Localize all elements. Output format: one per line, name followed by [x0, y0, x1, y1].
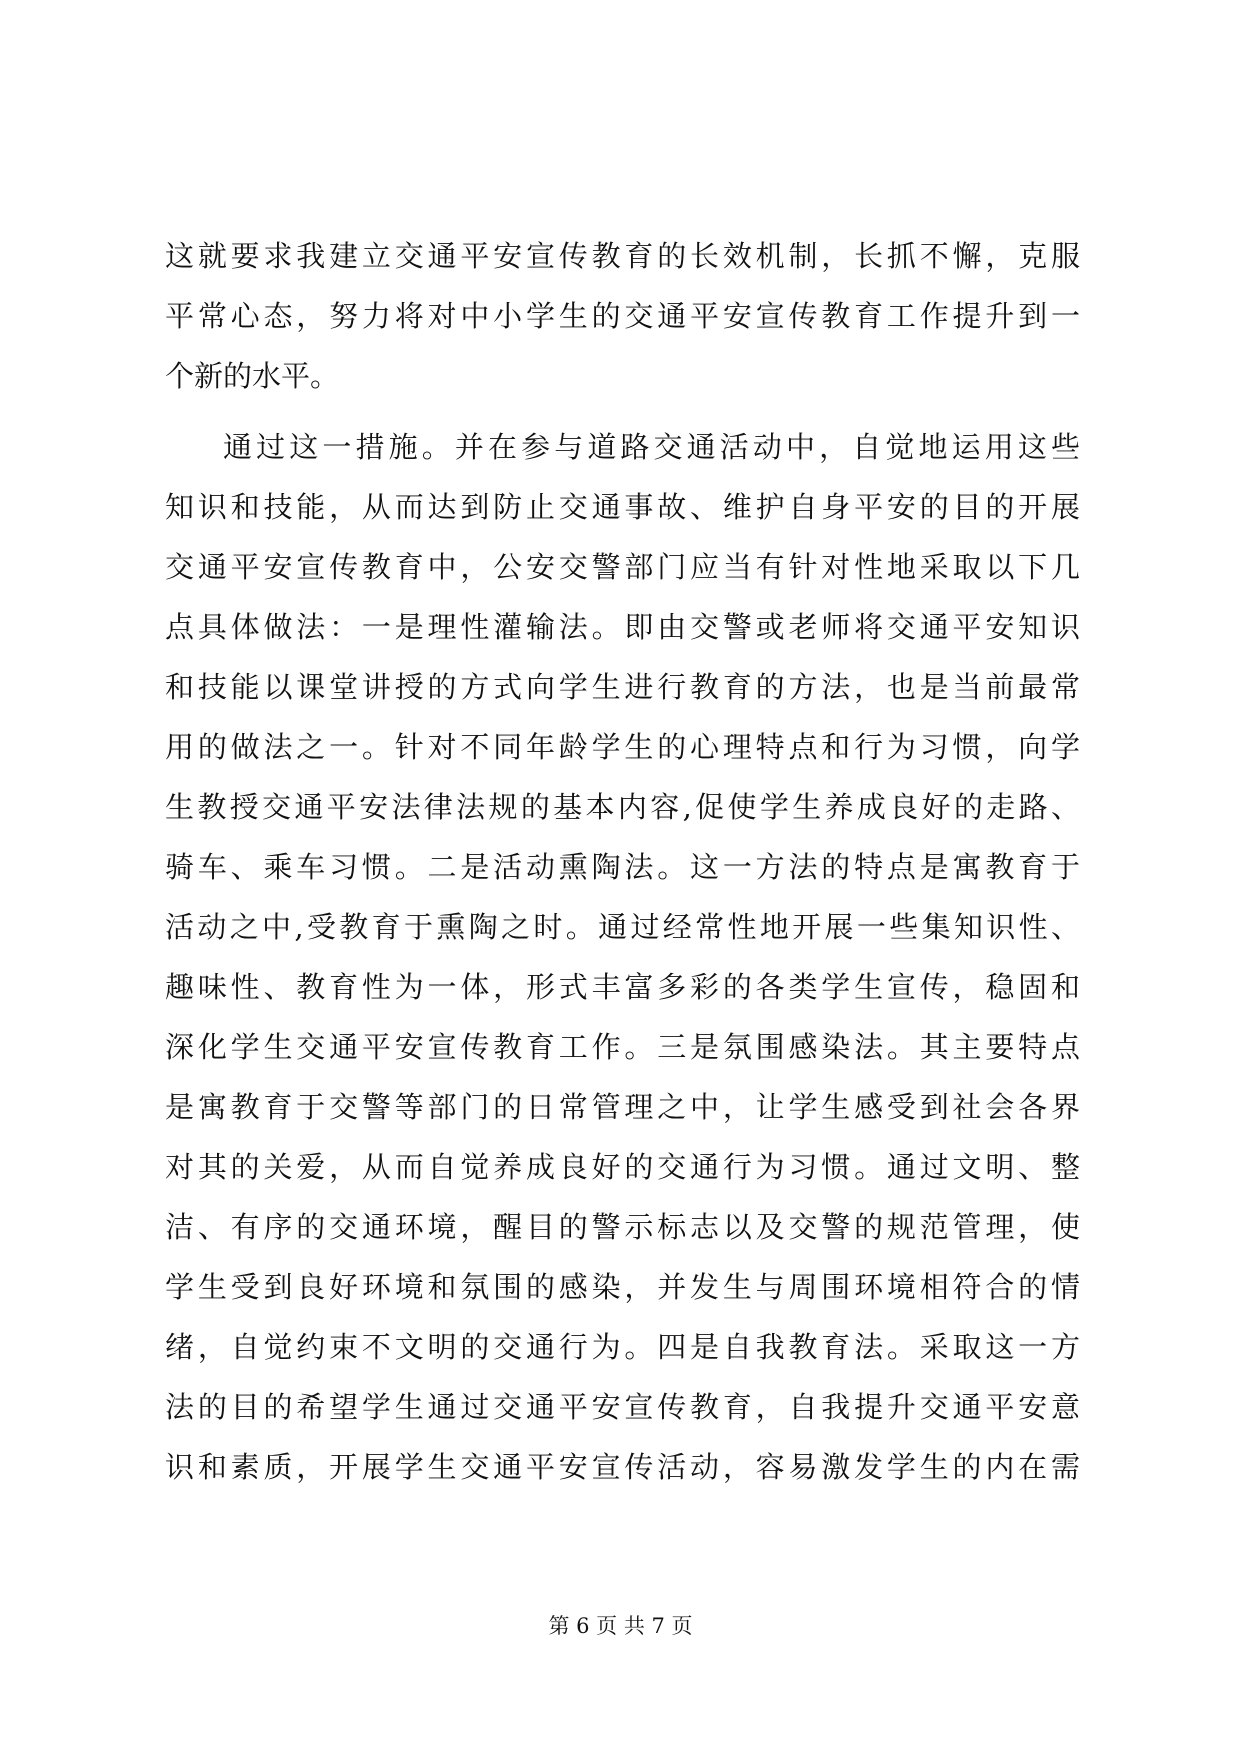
paragraph-gap [165, 406, 1080, 417]
page-number-footer: 第 6 页 共 7 页 [548, 1614, 693, 1638]
text-line: 和技能以课堂讲授的方式向学生进行教育的方法，也是当前最常 [165, 670, 1080, 704]
text-line: 活动之中,受教育于熏陶之时。通过经常性地开展一些集知识性、 [165, 910, 1080, 944]
text-line: 个新的水平。 [165, 359, 340, 393]
text-line: 平常心态，努力将对中小学生的交通平安宣传教育工作提升到一 [165, 299, 1080, 333]
text-line: 生教授交通平安法律法规的基本内容,促使学生养成良好的走路、 [165, 790, 1080, 824]
text-line: 深化学生交通平安宣传教育工作。三是氛围感染法。其主要特点 [165, 1030, 1080, 1064]
text-line: 交通平安宣传教育中，公安交警部门应当有针对性地采取以下几 [165, 550, 1080, 584]
text-line: 对其的关爱，从而自觉养成良好的交通行为习惯。通过文明、整 [165, 1150, 1080, 1184]
text-line: 法的目的希望学生通过交通平安宣传教育，自我提升交通平安意 [165, 1390, 1080, 1424]
body-text [165, 226, 1080, 1497]
text-line: 这就要求我建立交通平安宣传教育的长效机制，长抓不懈，克服 [165, 239, 1080, 273]
text-line: 趣味性、教育性为一体，形式丰富多彩的各类学生宣传，稳固和 [165, 970, 1080, 1004]
text-line: 知识和技能，从而达到防止交通事故、维护自身平安的目的开展 [165, 490, 1080, 524]
text-line: 学生受到良好环境和氛围的感染，并发生与周围环境相符合的情 [165, 1270, 1080, 1304]
text-line: 是寓教育于交警等部门的日常管理之中，让学生感受到社会各界 [165, 1090, 1080, 1124]
text-line: 绪，自觉约束不文明的交通行为。四是自我教育法。采取这一方 [165, 1330, 1080, 1364]
text-line: 骑车、乘车习惯。二是活动熏陶法。这一方法的特点是寓教育于 [165, 850, 1080, 884]
text-line: 用的做法之一。针对不同年龄学生的心理特点和行为习惯，向学 [165, 730, 1080, 764]
text-line: 洁、有序的交通环境，醒目的警示标志以及交警的规范管理，使 [165, 1210, 1080, 1244]
text-line: 识和素质，开展学生交通平安宣传活动，容易激发学生的内在需 [165, 1450, 1080, 1484]
text-line: 通过这一措施。并在参与道路交通活动中，自觉地运用这些 [223, 430, 1080, 464]
text-line: 点具体做法：一是理性灌输法。即由交警或老师将交通平安知识 [165, 610, 1080, 644]
